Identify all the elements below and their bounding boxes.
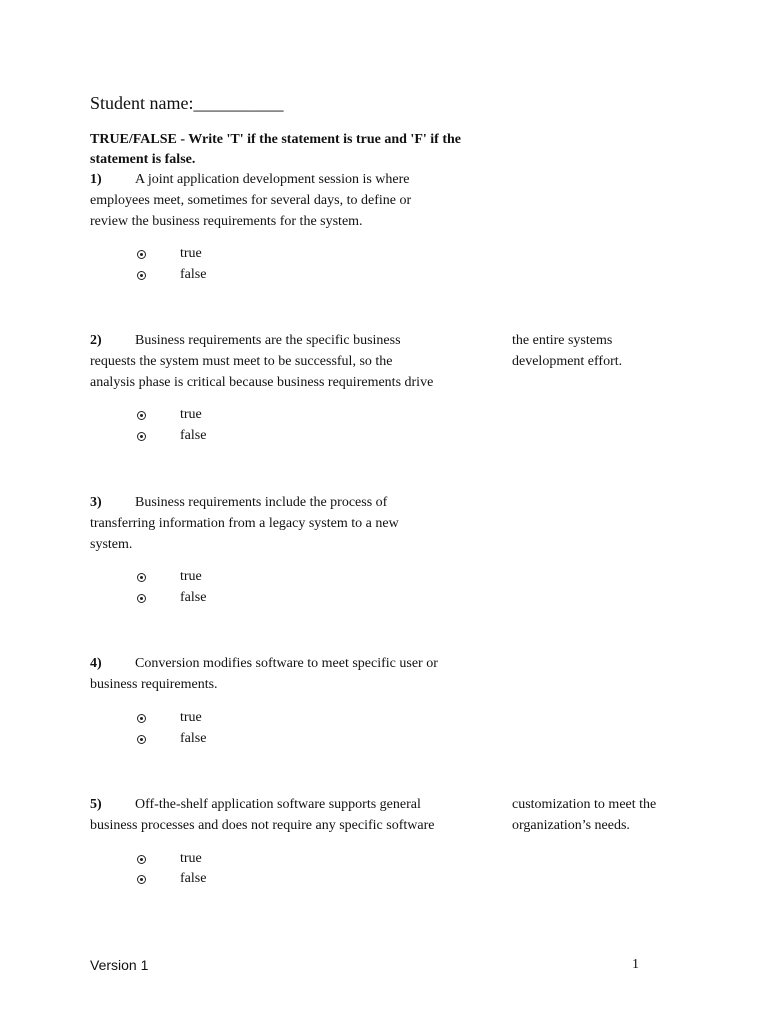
option-label-true: true [180,851,202,866]
question-2 [90,331,433,393]
question-number: 4) [90,656,102,671]
question-text: Conversion modifies software to meet specific user or [135,656,438,671]
question-text: customization to meet the [512,797,657,812]
instructions: TRUE/FALSE - Write 'T' if the statement is true and 'F' if the statement is false. [90,132,461,167]
question-text: Off-the-shelf application software supports general [135,797,421,812]
option-label-false: false [180,428,207,443]
question-text: Business requirements include the process of [135,495,388,510]
question-4 [90,654,438,696]
option-label-true: true [180,569,202,584]
radio-button-true[interactable] [137,411,146,420]
question-text: A joint application development session is where [135,172,410,187]
question-5 [90,795,434,837]
radio-button-false[interactable] [137,271,146,280]
radio-button-true[interactable] [137,714,146,723]
question-3 [90,493,399,555]
question-5-continuation [512,795,656,837]
question-1 [90,170,411,232]
question-text: transferring information from a legacy system to a new [90,515,399,531]
question-number: 5) [90,797,102,812]
footer-version: Version 1 [90,957,149,973]
radio-button-false[interactable] [137,432,146,441]
radio-button-true[interactable] [137,573,146,582]
question-text: analysis phase is critical because business requirements drive [90,374,434,390]
option-label-false: false [180,590,207,605]
page-number: 1 [632,957,639,972]
question-2-continuation [512,331,622,373]
radio-button-true[interactable] [137,250,146,259]
radio-button-false[interactable] [137,594,146,603]
question-text: business requirements. [90,676,218,692]
question-text: development effort. [512,353,623,369]
option-label-true: true [180,710,202,725]
radio-button-false[interactable] [137,875,146,884]
question-number: 3) [90,495,102,510]
option-label-true: true [180,407,202,422]
question-text: employees meet, sometimes for several days, to define or [90,192,412,208]
option-label-true: true [180,246,202,261]
question-text: the entire systems [512,333,613,348]
question-number: 1) [90,172,102,187]
radio-button-false[interactable] [137,735,146,744]
option-label-false: false [180,731,207,746]
option-label-false: false [180,871,207,886]
question-text: requests the system must meet to be successful, so the [90,353,393,369]
question-text: review the business requirements for the system. [90,213,363,229]
question-text: organization’s needs. [512,817,630,833]
option-label-false: false [180,267,207,282]
radio-button-true[interactable] [137,855,146,864]
student-name-label: Student name:__________ [90,93,284,113]
question-text: business processes and does not require any specific software [90,817,435,833]
question-number: 2) [90,333,102,348]
question-text: Business requirements are the specific business [135,333,401,348]
question-text: system. [90,536,133,552]
